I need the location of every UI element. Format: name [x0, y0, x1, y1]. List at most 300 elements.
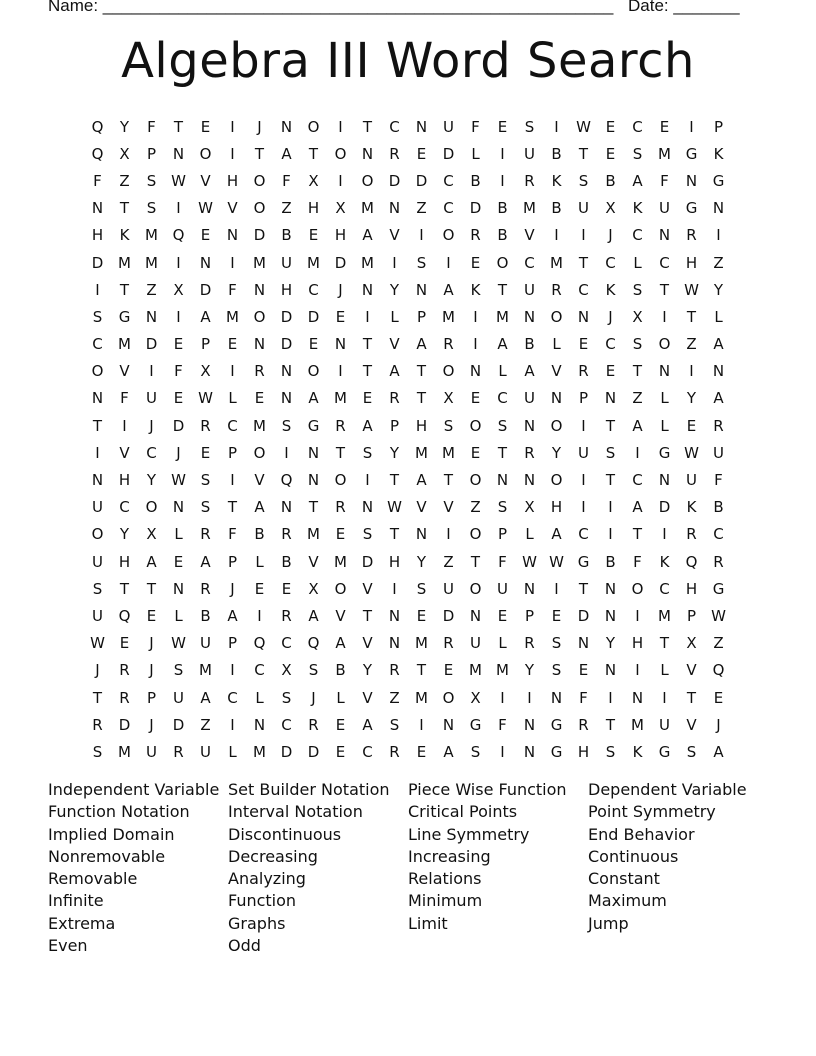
grid-letter: V [389, 335, 400, 354]
grid-letter: O [469, 416, 482, 435]
word-list-item: Limit [408, 913, 448, 933]
grid-letter: U [92, 498, 103, 517]
word-list [48, 779, 768, 957]
grid-letter: E [416, 144, 427, 163]
grid-letter: P [524, 606, 535, 625]
grid-letter: R [713, 552, 724, 571]
grid-letter: N [523, 307, 536, 326]
grid-letter: B [281, 226, 292, 245]
grid-letter: I [176, 253, 181, 272]
grid-letter: C [605, 253, 616, 272]
grid-letter: N [658, 226, 671, 245]
grid-letter: T [173, 117, 184, 136]
grid-letter: Q [172, 226, 185, 245]
grid-letter: R [200, 579, 211, 598]
grid-letter: J [149, 416, 154, 435]
grid-letter: M [415, 634, 428, 653]
grid-letter: M [145, 226, 158, 245]
grid-letter: O [442, 688, 455, 707]
grid-letter: B [605, 552, 616, 571]
grid-letter: S [389, 715, 400, 734]
grid-letter: N [388, 606, 401, 625]
grid-letter: S [443, 416, 454, 435]
grid-letter: H [280, 280, 293, 299]
word-list-item: Analyzing [228, 869, 306, 889]
grid-letter: J [176, 443, 181, 462]
grid-letter: S [362, 443, 373, 462]
grid-letter: P [200, 335, 211, 354]
grid-letter: S [146, 171, 157, 190]
grid-letter: S [632, 144, 643, 163]
grid-letter: T [497, 280, 508, 299]
grid-letter: T [389, 525, 400, 544]
grid-letter: R [524, 443, 535, 462]
grid-letter: I [554, 579, 559, 598]
grid-letter: P [389, 416, 400, 435]
grid-letter: O [145, 498, 158, 517]
grid-letter: C [605, 335, 616, 354]
grid-letter: B [497, 226, 508, 245]
grid-letter: M [334, 389, 347, 408]
grid-letter: F [579, 688, 588, 707]
grid-letter: M [469, 661, 482, 680]
grid-letter: M [118, 253, 131, 272]
grid-letter: L [660, 661, 669, 680]
grid-letter: T [578, 253, 589, 272]
grid-letter: W [90, 634, 105, 653]
grid-letter: I [257, 606, 262, 625]
grid-letter: O [550, 416, 563, 435]
grid-letter: O [334, 144, 347, 163]
grid-letter: H [118, 471, 131, 490]
grid-letter: W [171, 171, 186, 190]
grid-letter: E [605, 144, 616, 163]
grid-letter: I [230, 471, 235, 490]
grid-letter: F [714, 471, 723, 490]
grid-letter: B [605, 171, 616, 190]
grid-letter: D [388, 171, 401, 190]
grid-letter: K [686, 498, 697, 517]
grid-letter: M [253, 416, 266, 435]
grid-letter: P [146, 144, 157, 163]
grid-letter: S [200, 471, 211, 490]
grid-letter: O [469, 579, 482, 598]
grid-letter: A [254, 498, 265, 517]
grid-letter: R [524, 634, 535, 653]
grid-letter: E [605, 362, 616, 381]
grid-letter: A [632, 416, 643, 435]
grid-letter: N [523, 471, 536, 490]
grid-letter: P [713, 117, 724, 136]
grid-letter: M [361, 253, 374, 272]
grid-letter: I [338, 362, 343, 381]
word-list-item: Decreasing [228, 846, 318, 866]
grid-letter: W [387, 498, 402, 517]
grid-letter: U [659, 199, 670, 218]
grid-letter: X [119, 144, 130, 163]
grid-letter: E [200, 443, 211, 462]
word-list-item: Extrema [48, 913, 116, 933]
grid-letter: C [389, 117, 400, 136]
grid-letter: B [281, 552, 292, 571]
grid-letter: L [633, 253, 642, 272]
grid-letter: E [119, 634, 130, 653]
grid-letter: H [415, 416, 428, 435]
grid-letter: I [122, 416, 127, 435]
grid-letter: N [334, 335, 347, 354]
grid-letter: J [608, 226, 613, 245]
grid-letter: Y [389, 280, 400, 299]
grid-letter: O [307, 117, 320, 136]
grid-letter: N [577, 307, 590, 326]
grid-letter: A [416, 335, 427, 354]
grid-letter: U [281, 253, 292, 272]
grid-letter: F [282, 171, 291, 190]
grid-letter: D [280, 307, 293, 326]
grid-letter: W [522, 552, 537, 571]
grid-letter: X [605, 199, 616, 218]
grid-letter: U [200, 742, 211, 761]
grid-letter: N [523, 416, 536, 435]
grid-letter: A [389, 362, 400, 381]
grid-letter: O [334, 471, 347, 490]
grid-letter: W [684, 280, 699, 299]
word-list-item: Point Symmetry [588, 802, 716, 822]
grid-letter: M [253, 742, 266, 761]
grid-letter: C [227, 688, 238, 707]
grid-letter: O [469, 471, 482, 490]
grid-letter: X [686, 634, 697, 653]
grid-letter: U [713, 443, 724, 462]
grid-letter: K [605, 280, 616, 299]
grid-letter: R [389, 742, 400, 761]
grid-letter: K [632, 742, 643, 761]
grid-letter: Y [686, 389, 697, 408]
grid-letter: G [685, 199, 698, 218]
grid-letter: J [257, 117, 262, 136]
grid-letter: I [635, 661, 640, 680]
grid-letter: D [307, 307, 320, 326]
grid-letter: S [578, 171, 589, 190]
grid-letter: W [711, 606, 726, 625]
grid-letter: I [473, 335, 478, 354]
word-list-item: Nonremovable [48, 846, 166, 866]
grid-letter: C [146, 443, 157, 462]
grid-letter: H [118, 552, 131, 571]
grid-letter: Q [685, 552, 698, 571]
grid-letter: T [389, 471, 400, 490]
grid-letter: N [415, 280, 428, 299]
grid-letter: A [632, 171, 643, 190]
grid-letter: J [95, 661, 100, 680]
grid-letter: R [119, 688, 130, 707]
word-list-item: Minimum [408, 891, 483, 911]
grid-letter: C [578, 280, 589, 299]
grid-letter: R [578, 362, 589, 381]
grid-letter: J [608, 307, 613, 326]
grid-letter: N [145, 307, 158, 326]
grid-letter: F [120, 389, 129, 408]
grid-letter: V [362, 634, 373, 653]
grid-letter: F [228, 525, 237, 544]
grid-letter: D [118, 715, 131, 734]
word-list-item: Implied Domain [48, 824, 175, 844]
grid-letter: A [443, 280, 454, 299]
grid-letter: A [281, 144, 292, 163]
grid-letter: M [226, 307, 239, 326]
grid-letter: R [173, 742, 184, 761]
grid-letter: U [686, 471, 697, 490]
grid-letter: E [254, 389, 265, 408]
grid-letter: D [253, 226, 266, 245]
word-list-item: Piece Wise Function [408, 780, 567, 799]
grid-letter: A [362, 416, 373, 435]
grid-letter: I [338, 171, 343, 190]
grid-letter: L [660, 389, 669, 408]
grid-letter: G [550, 715, 563, 734]
word-list-item: Function [228, 891, 297, 911]
grid-letter: N [442, 715, 455, 734]
grid-letter: I [500, 742, 505, 761]
grid-letter: T [416, 362, 427, 381]
grid-letter: I [689, 117, 694, 136]
word-list-item: Increasing [408, 846, 491, 866]
grid-letter: N [280, 389, 293, 408]
grid-letter: G [658, 443, 671, 462]
grid-letter: C [443, 199, 454, 218]
grid-letter: C [659, 579, 670, 598]
grid-letter: R [578, 715, 589, 734]
word-list-item: End Behavior [588, 824, 695, 844]
grid-letter: B [713, 498, 724, 517]
grid-letter: N [172, 498, 185, 517]
grid-letter: T [578, 144, 589, 163]
page-title: Algebra III Word Search [121, 33, 695, 89]
grid-letter: E [335, 742, 346, 761]
grid-letter: M [631, 715, 644, 734]
grid-letter: M [361, 199, 374, 218]
date-field[interactable]: Date: _______ [628, 0, 740, 15]
grid-letter: H [91, 226, 104, 245]
grid-letter: R [389, 144, 400, 163]
grid-letter: I [581, 226, 586, 245]
grid-letter: Z [632, 389, 643, 408]
grid-letter: C [497, 389, 508, 408]
grid-letter: N [91, 389, 104, 408]
grid-letter: L [228, 389, 237, 408]
grid-letter: S [92, 579, 103, 598]
grid-letter: Y [605, 634, 616, 653]
grid-letter: H [334, 226, 347, 245]
grid-letter: M [496, 661, 509, 680]
grid-letter: O [253, 307, 266, 326]
grid-letter: N [550, 688, 563, 707]
grid-letter: R [200, 525, 211, 544]
grid-letter: D [415, 171, 428, 190]
grid-letter: E [578, 335, 589, 354]
grid-letter: G [685, 144, 698, 163]
grid-letter: E [173, 335, 184, 354]
grid-letter: X [335, 199, 346, 218]
grid-letter: B [524, 335, 535, 354]
grid-letter: I [149, 362, 154, 381]
grid-letter: R [335, 416, 346, 435]
grid-letter: M [442, 443, 455, 462]
grid-letter: I [95, 443, 100, 462]
grid-letter: O [253, 171, 266, 190]
grid-letter: L [525, 525, 534, 544]
grid-letter: D [145, 335, 158, 354]
grid-letter: A [227, 606, 238, 625]
grid-letter: N [226, 226, 239, 245]
grid-letter: V [416, 498, 427, 517]
grid-letter: G [307, 416, 320, 435]
grid-letter: A [713, 389, 724, 408]
grid-letter: W [549, 552, 564, 571]
grid-letter: N [523, 579, 536, 598]
grid-letter: K [632, 199, 643, 218]
grid-letter: T [497, 443, 508, 462]
grid-letter: Z [470, 498, 481, 517]
grid-letter: F [633, 552, 642, 571]
grid-letter: Z [686, 335, 697, 354]
grid-letter: A [146, 552, 157, 571]
grid-letter: M [307, 525, 320, 544]
grid-letter: G [712, 579, 725, 598]
grid-letter: M [658, 144, 671, 163]
grid-letter: N [712, 362, 725, 381]
grid-letter: W [576, 117, 591, 136]
grid-letter: N [604, 389, 617, 408]
grid-letter: U [92, 552, 103, 571]
grid-letter: R [443, 335, 454, 354]
grid-letter: M [253, 253, 266, 272]
grid-letter: E [470, 253, 481, 272]
grid-letter: V [362, 688, 373, 707]
grid-letter: E [686, 416, 697, 435]
grid-letter: D [199, 280, 212, 299]
grid-letter: N [496, 471, 509, 490]
grid-letter: E [308, 226, 319, 245]
grid-letter: I [392, 253, 397, 272]
grid-letter: S [308, 661, 319, 680]
grid-letter: K [551, 171, 562, 190]
grid-letter: A [524, 362, 535, 381]
grid-letter: T [119, 579, 130, 598]
grid-letter: I [500, 144, 505, 163]
grid-letter: R [551, 280, 562, 299]
grid-letter: C [713, 525, 724, 544]
grid-letter: M [415, 443, 428, 462]
word-list-item: Maximum [588, 891, 667, 911]
grid-letter: O [253, 199, 266, 218]
grid-letter: E [578, 661, 589, 680]
grid-letter: Q [712, 661, 725, 680]
grid-letter: O [253, 443, 266, 462]
word-list-item: Critical Points [408, 802, 518, 822]
grid-letter: S [686, 742, 697, 761]
grid-letter: A [362, 226, 373, 245]
grid-letter: R [389, 661, 400, 680]
grid-letter: S [281, 416, 292, 435]
grid-letter: L [255, 552, 264, 571]
grid-letter: W [684, 443, 699, 462]
grid-letter: Q [307, 634, 320, 653]
grid-letter: S [416, 579, 427, 598]
grid-letter: E [200, 226, 211, 245]
grid-letter: T [227, 498, 238, 517]
grid-letter: O [658, 335, 671, 354]
grid-letter: Z [119, 171, 130, 190]
grid-letter: I [581, 416, 586, 435]
grid-letter: N [172, 144, 185, 163]
grid-letter: T [416, 661, 427, 680]
grid-letter: R [713, 416, 724, 435]
grid-letter: I [230, 661, 235, 680]
grid-letter: Z [713, 253, 724, 272]
grid-letter: S [524, 117, 535, 136]
grid-letter: G [469, 715, 482, 734]
grid-letter: R [389, 389, 400, 408]
grid-letter: R [686, 525, 697, 544]
grid-letter: U [443, 117, 454, 136]
grid-letter: I [527, 688, 532, 707]
grid-letter: N [577, 634, 590, 653]
grid-letter: E [416, 742, 427, 761]
word-list-item: Removable [48, 869, 138, 889]
grid-letter: I [230, 715, 235, 734]
grid-letter: E [281, 579, 292, 598]
grid-letter: E [497, 606, 508, 625]
grid-letter: F [93, 171, 102, 190]
grid-letter: E [227, 335, 238, 354]
name-field[interactable]: Name: ______________________________________________________ [48, 0, 614, 15]
grid-letter: Y [416, 552, 427, 571]
grid-letter: M [523, 199, 536, 218]
grid-letter: Z [389, 688, 400, 707]
word-list-item: Line Symmetry [408, 824, 530, 844]
grid-letter: P [227, 552, 238, 571]
grid-letter: T [605, 416, 616, 435]
grid-letter: N [712, 199, 725, 218]
grid-letter: N [550, 389, 563, 408]
grid-letter: X [200, 362, 211, 381]
grid-letter: A [362, 715, 373, 734]
grid-letter: L [660, 416, 669, 435]
grid-letter: R [470, 226, 481, 245]
grid-letter: B [254, 525, 265, 544]
grid-letter: U [578, 199, 589, 218]
grid-letter: J [149, 634, 154, 653]
grid-letter: E [308, 335, 319, 354]
grid-letter: U [524, 144, 535, 163]
grid-letter: F [498, 552, 507, 571]
grid-letter: A [335, 634, 346, 653]
grid-letter: T [362, 335, 373, 354]
letter-grid [84, 113, 732, 766]
grid-letter: N [253, 280, 266, 299]
grid-letter: G [712, 171, 725, 190]
grid-letter: F [471, 117, 480, 136]
grid-letter: V [443, 498, 454, 517]
grid-letter: W [198, 199, 213, 218]
grid-letter: N [280, 117, 293, 136]
grid-letter: V [308, 552, 319, 571]
grid-letter: T [254, 144, 265, 163]
word-list-item: Dependent Variable [588, 780, 747, 799]
grid-letter: I [608, 498, 613, 517]
grid-letter: W [171, 471, 186, 490]
